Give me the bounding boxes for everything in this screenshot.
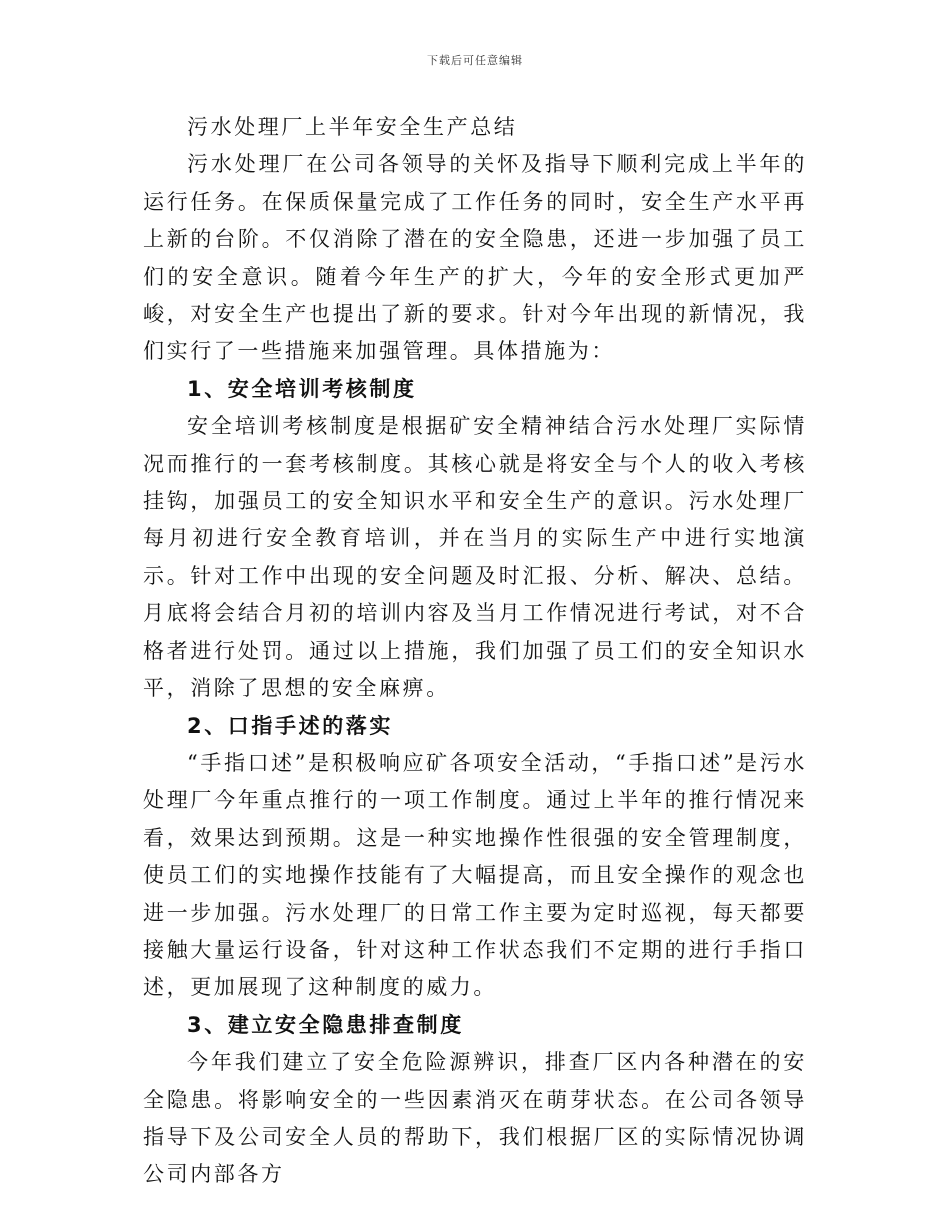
section-body-training: 安全培训考核制度是根据矿安全精神结合污水处理厂实际情况而推行的一套考核制度。其核心就是将安全与个人的收入考核挂钩，加强员工的安全知识水平和安全生产的意识。污水处理厂每月初进行安全教育培训，并在当月的实际生产中进行实地演示。针对工作中出现的安全问题及时汇报、分析、解决、总结。月底将会结合月初的培训内容及当月工作情况进行考试，对不合格者进行处罚。通过以上措施，我们加强了员工们的安全知识水平，消除了思想的安全麻痹。 <box>143 414 807 701</box>
section-body-hazard-inspection: 今年我们建立了安全危险源辨识，排查厂区内各种潜在的安全隐患。将影响安全的一些因素消灭在萌芽状态。在公司各领导指导下及公司安全人员的帮助下，我们根据厂区的实际情况协调公司内部各方 <box>143 1050 807 1187</box>
section-heading-finger-pointing: 2、口指手述的落实 <box>187 713 394 738</box>
intro-paragraph: 污水处理厂在公司各领导的关怀及指导下顺利完成上半年的运行任务。在保质保量完成了工作任务的同时，安全生产水平再上新的台阶。不仅消除了潜在的安全隐患，还进一步加强了员工们的安全意识。随着今年生产的扩大，今年的安全形式更加严峻，对安全生产也提出了新的要求。针对今年出现的新情况，我们实行了一些措施来加强管理。具体措施为： <box>143 152 807 364</box>
document-body <box>143 109 807 1194</box>
section-body-finger-pointing: “手指口述”是积极响应矿各项安全活动，“手指口述”是污水处理厂今年重点推行的一项工作制度。通过上半年的推行情况来看，效果达到预期。这是一种实地操作性很强的安全管理制度，使员工们的实地操作技能有了大幅提高，而且安全操作的观念也进一步加强。污水处理厂的日常工作主要为定时巡视，每天都要接触大量运行设备，针对这种工作状态我们不定期的进行手指口述，更加展现了这种制度的威力。 <box>143 750 807 1000</box>
document-title: 污水处理厂上半年安全生产总结 <box>187 115 518 139</box>
section-heading-hazard-inspection: 3、建立安全隐患排查制度 <box>187 1012 464 1037</box>
page-header-note: 下载后可任意编辑 <box>427 54 523 67</box>
section-heading-training: 1、安全培训考核制度 <box>187 376 417 401</box>
